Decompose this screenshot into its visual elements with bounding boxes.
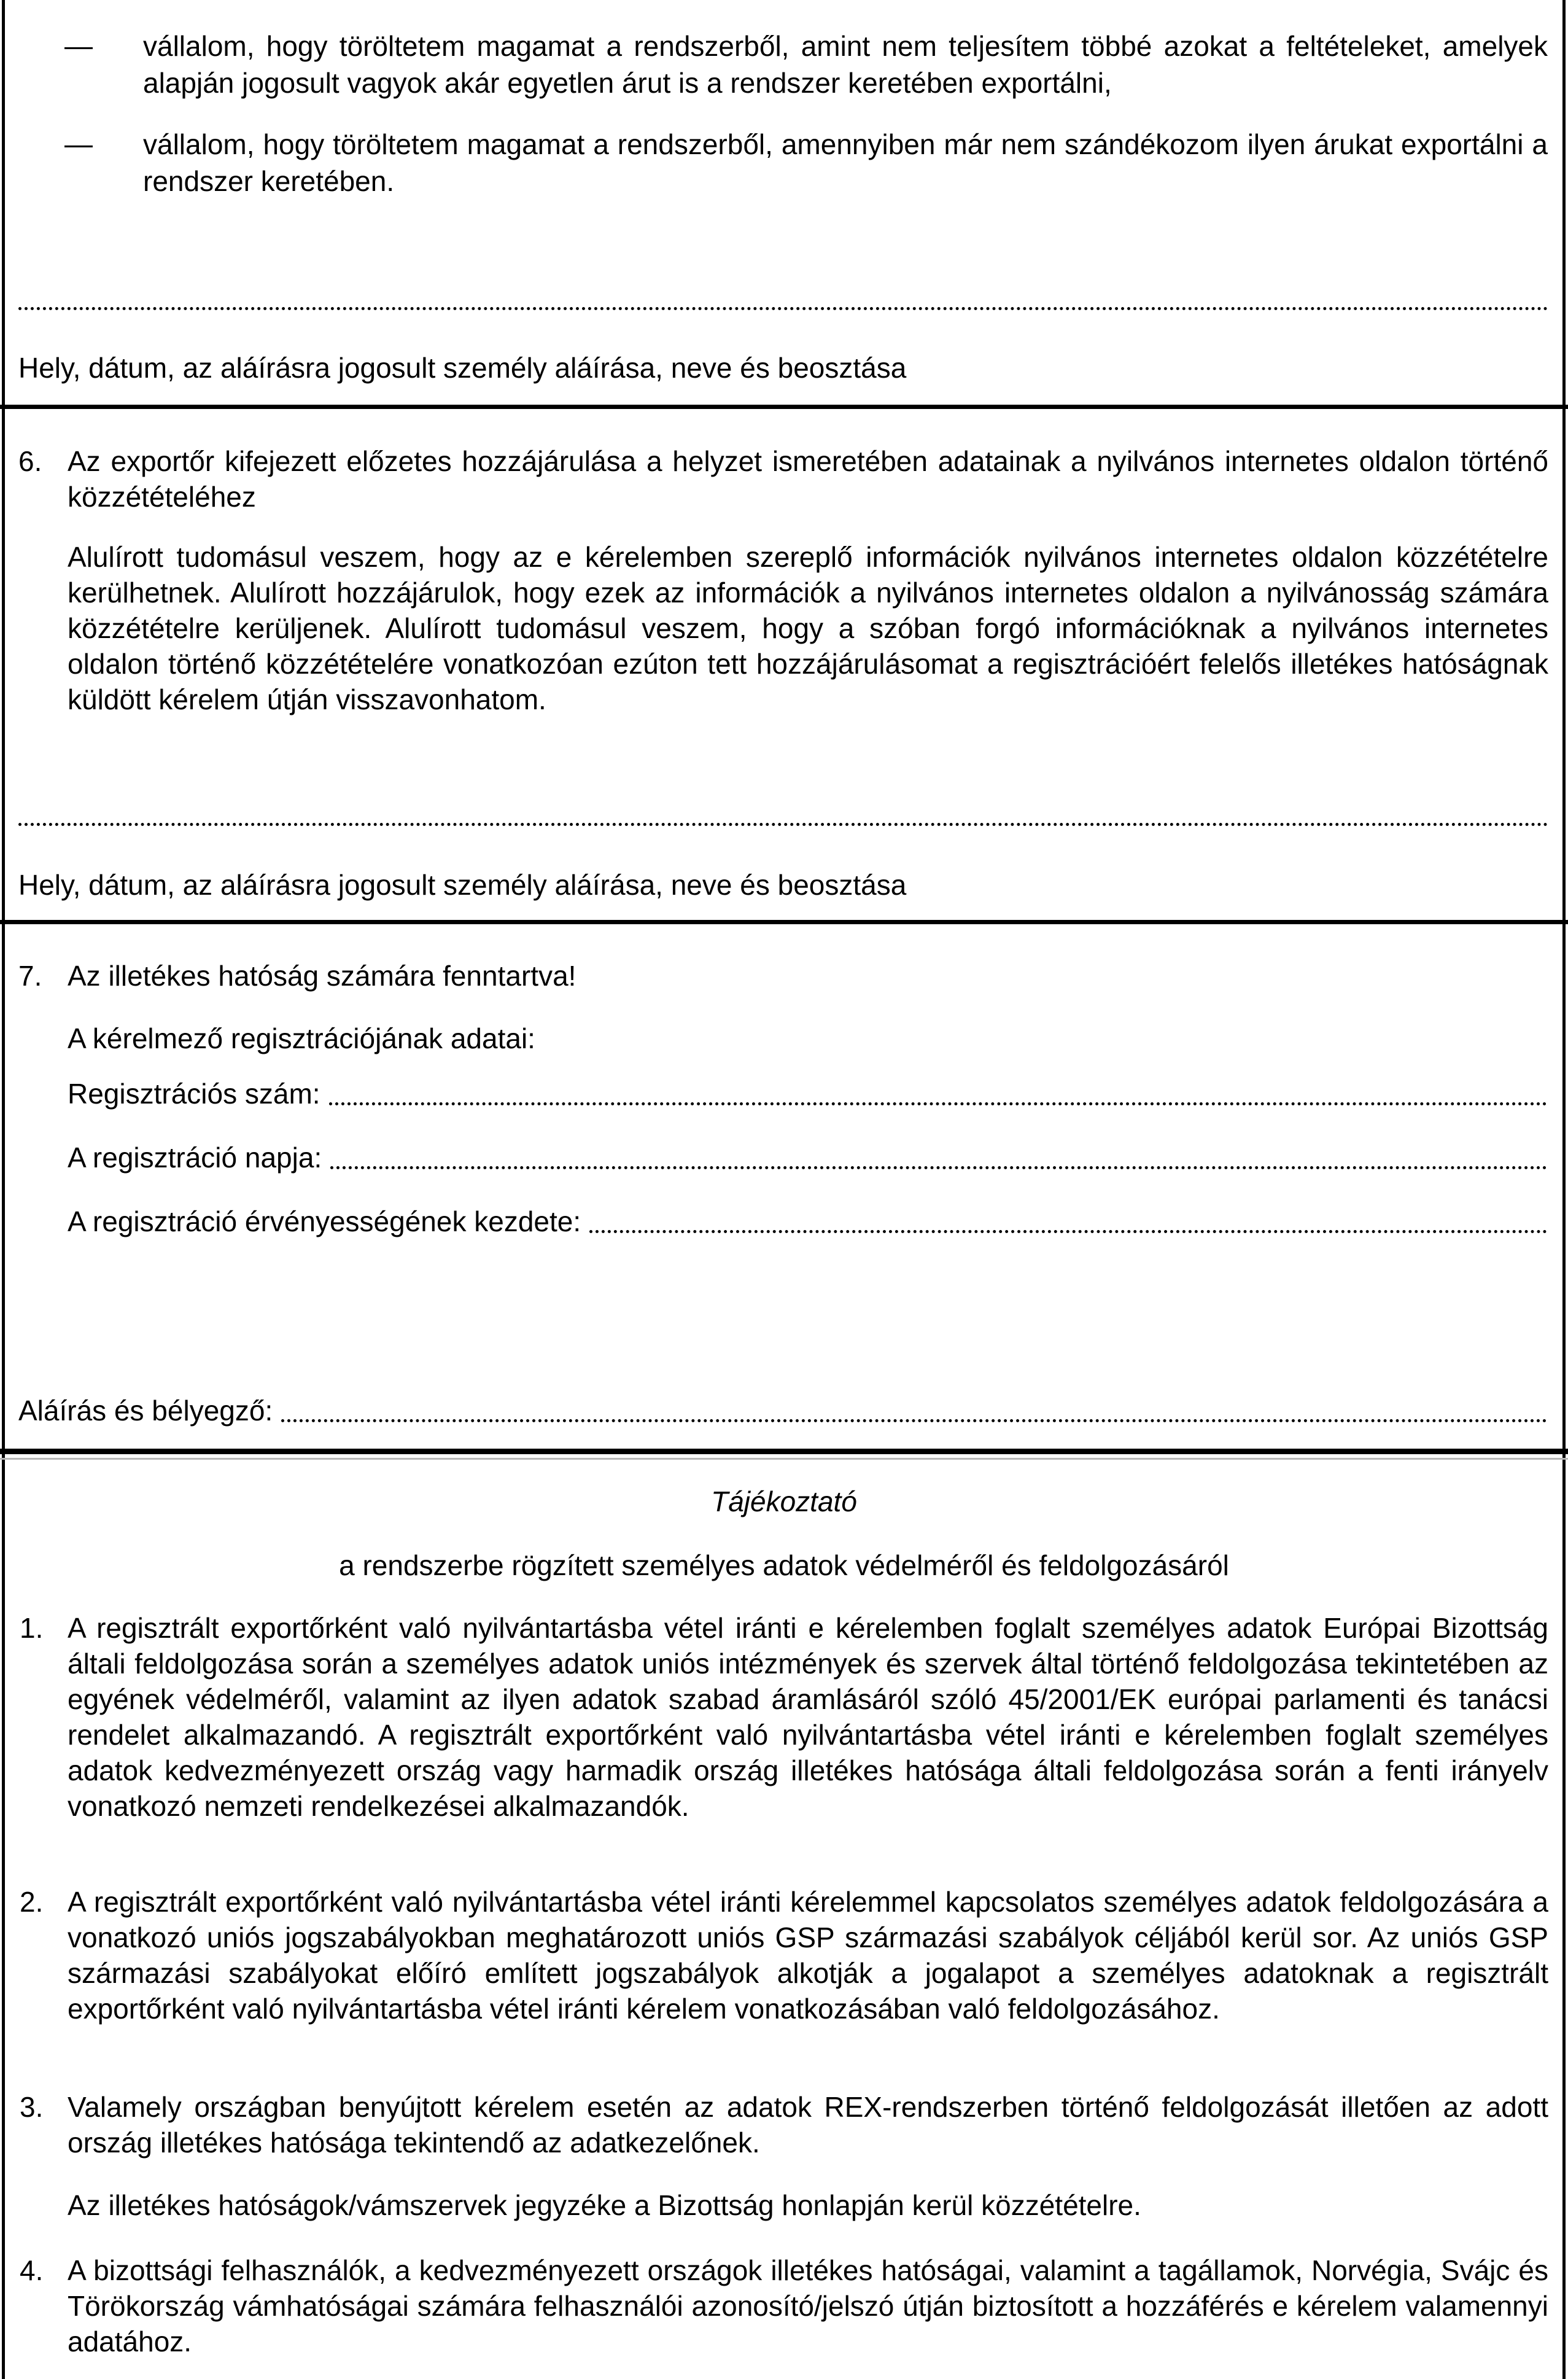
bullet-dash: — — [64, 29, 93, 61]
section-divider — [0, 1449, 1568, 1454]
notice-item-number: 2. — [20, 1886, 44, 1918]
dotted-fill-line — [281, 1413, 1547, 1422]
bullet-item-delete-conditions: vállalom, hogy töröltetem magamat a rendszerből, amint nem teljesítem többé azokat a feltételeket, amelyek alapján jogosult vagyok akár egyetlen árut is a rendszer keretében exportálni, — [143, 30, 1548, 99]
notice-item-text-4: A bizottsági felhasználók, a kedvezményezett országok illetékes hatóságai, valamint a tagállamok, Norvégia, Svájc és Törökország vámhatóságai számára felhasználói azonosító/jelszó útján biztosított a hozzáférés e kérelem valamennyi adatához. — [68, 2254, 1548, 2358]
page-right-border — [1562, 0, 1566, 2379]
notice-item-number: 4. — [20, 2254, 44, 2286]
notice-title: Tájékoztató — [711, 1485, 857, 1517]
section6-consent-paragraph: Alulírott tudomásul veszem, hogy az e kérelemben szereplő információk nyilvános internetes oldalon közzétételre kerülhetnek. Alulírott hozzájárulok, hogy ezek az információk a nyilvános internetes oldalon a nyilvánosság számára közzétételre kerüljenek. Alulírott tudomásul veszem, hogy a szóban forgó információknak a nyilvános internetes oldalon történő közzétételére vonatkozóan ezúton tett hozzájárulásomat a regisztrációért felelős illetékes hatóságnak küldött kérelem útján visszavonhatom. — [68, 541, 1548, 715]
notice-item-text-2: A regisztrált exportőrként való nyilvántartásba vétel iránti kérelemmel kapcsolatos személyes adatok feldolgozására a vonatkozó uniós jogszabályokban meghatározott uniós GSP származási szabályok céljából kerül sor. Az uniós GSP származási szabályokat előíró említett jogszabályok alkotják a jogalapot a személyes adatoknak a regisztrált exportőrként való nyilvántartásba vétel iránti kérelem vonatkozásában való feldolgozásához. — [68, 1886, 1548, 2025]
dotted-fill-line — [330, 1160, 1547, 1169]
signature-caption: Hely, dátum, az aláírásra jogosult személy aláírása, neve és beosztása — [18, 869, 907, 901]
signature-caption: Hely, dátum, az aláírásra jogosult személy aláírása, neve és beosztása — [18, 352, 907, 384]
section7-heading: Az illetékes hatóság számára fenntartva! — [68, 960, 576, 992]
field-label: A regisztráció napja: — [68, 1142, 322, 1174]
field-label: Regisztrációs szám: — [68, 1078, 320, 1110]
notice-item-number: 1. — [20, 1612, 44, 1644]
bullet-dash: — — [64, 128, 93, 160]
dotted-fill-line — [589, 1224, 1547, 1233]
field-row-registration-validity-start — [68, 1204, 1547, 1239]
dotted-fill-line — [329, 1096, 1547, 1105]
field-label: Aláírás és bélyegző: — [18, 1395, 273, 1427]
field-label: A regisztráció érvényességének kezdete: — [68, 1205, 581, 1237]
divider-shadow-line — [0, 1458, 1568, 1460]
notice-item-text-1: A regisztrált exportőrként való nyilvántartásba vétel iránti e kérelemben foglalt személyes adatok Európai Bizottság általi feldolgozása során a személyes adatok uniós intézmények és szervek által történő feldolgozása tekintetében az egyének védelméről, valamint az ilyen adatok szabad áramlásáról szóló 45/2001/EK európai parlamenti és tanácsi rendelet alkalmazandó. A regisztrált exportőrként való nyilvántartásba vétel iránti e kérelemben foglalt személyes adatok kedvezményezett ország vagy harmadik ország illetékes hatósága általi feldolgozása során a fenti irányelv vonatkozó nemzeti rendelkezései alkalmazandók. — [68, 1612, 1548, 1822]
competent-authorities-note: Az illetékes hatóságok/vámszervek jegyzéke a Bizottság honlapján kerül közzétételre. — [68, 2189, 1141, 2221]
signature-dotted-line — [18, 307, 1548, 310]
section6-number: 6. — [18, 445, 42, 477]
notice-subtitle: a rendszerbe rögzített személyes adatok védelméről és feldolgozásáról — [339, 1549, 1229, 1581]
bullet-item-delete-no-intent: vállalom, hogy töröltetem magamat a rendszerből, amennyiben már nem szándékozom ilyen árukat exportálni a rendszer keretében. — [143, 128, 1548, 197]
section-divider — [0, 920, 1568, 924]
signature-stamp-row — [18, 1393, 1547, 1428]
signature-dotted-line — [18, 823, 1548, 826]
page-left-border — [2, 0, 5, 2379]
notice-item-number: 3. — [20, 2091, 44, 2123]
section7-number: 7. — [18, 960, 42, 992]
field-row-registration-date — [68, 1140, 1547, 1175]
section-divider — [0, 405, 1568, 409]
registration-data-intro: A kérelmező regisztrációjának adatai: — [68, 1022, 535, 1054]
section6-heading: Az exportőr kifejezett előzetes hozzájárulása a helyzet ismeretében adatainak a nyilvános internetes oldalon történő közzétételéhez — [68, 445, 1548, 513]
field-row-registration-number — [68, 1076, 1547, 1112]
notice-item-text-3: Valamely országban benyújtott kérelem esetén az adatok REX-rendszerben történő feldolgozását illetően az adott ország illetékes hatósága tekintendő az adatkezelőnek. — [68, 2091, 1548, 2159]
